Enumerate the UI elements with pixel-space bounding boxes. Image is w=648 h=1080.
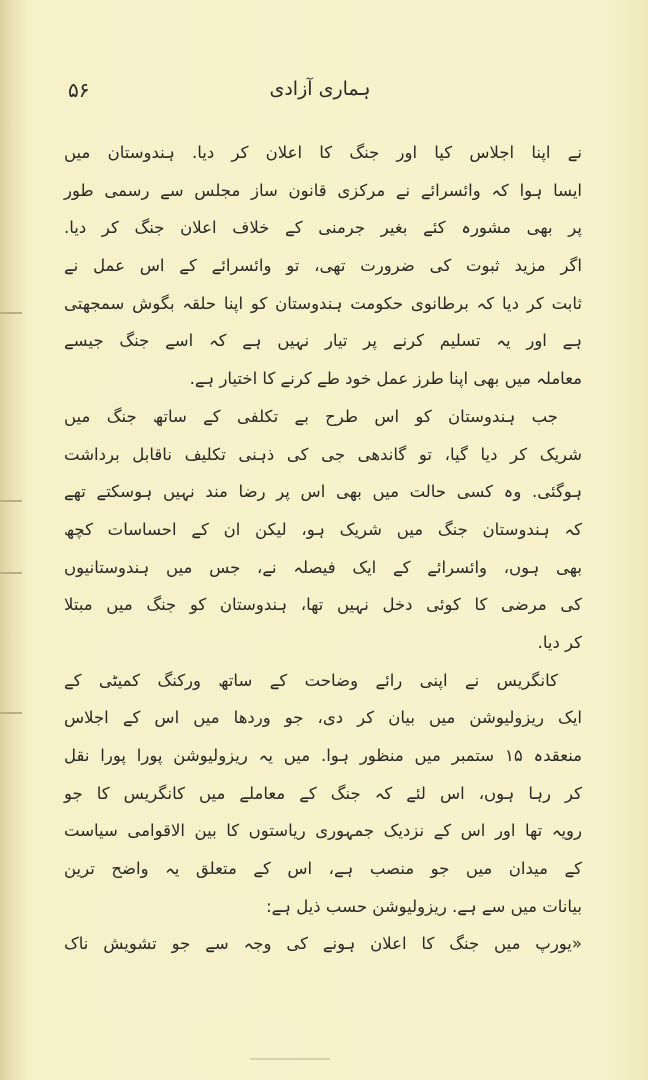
text-line: کہ ہندوستان جنگ میں شریک ہو، لیکن ان کے احساسات کچھ [64,519,582,539]
text-line: معاملہ میں بھی اپنا طرز عمل خود طے کرنے کا اختیار ہے. [189,369,582,389]
body-text [64,134,582,963]
page-binding-edge [0,0,26,1080]
text-line: ہوگئی. وہ کسی حالت میں بھی اس پر رضا مند نہیں ہوسکتے تھے [64,482,582,502]
text-line: کانگریس نے اپنی رائے وضاحت کے ساتھ ورکنگ کمیٹی کے [64,670,558,690]
text-line: کر رہا ہوں، اس لئے کہ جنگ کے معاملے میں کانگریس کا جو [64,783,582,803]
text-line: ہے اور یہ تسلیم کرنے پر تیار نہیں ہے کہ اسے جنگ جیسے [64,331,582,351]
text-line: «یورپ میں جنگ کا اعلان ہونے کی وجہ سے جو تشویش ناک [64,934,582,954]
faded-stamp-mark [250,1028,330,1060]
text-line: ایک ریزولیوشن میں بیان کر دی، جو وردھا میں اس کے اجلاس [64,708,582,728]
text-line: جب ہندوستان کو اس طرح بے تکلفی کے ساتھ جنگ میں [64,406,558,426]
page-header [60,78,580,108]
page-edge-tear [0,500,22,502]
text-line: کر دیا. [537,632,582,652]
text-line: ثابت کر دیا کہ برطانوی حکومت ہندوستان کو اپنا حلقہ بگوش سمجھتی [64,293,582,313]
text-line: رویہ تھا اور اس کے نزدیک جمہوری ریاستوں کا بین الاقوامی سیاست [64,821,582,841]
text-line: بیانات میں سے ہے. ریزولیوشن حسب ذیل ہے: [266,896,582,916]
text-line: کی مرضی کا کوئی دخل نہیں تھا، ہندوستان کو جنگ میں مبتلا [64,595,582,615]
text-line: کے میدان میں جو منصب ہے، اس کے متعلق یہ واضح ترین [64,859,582,879]
text-line: پر بھی مشورہ کئے بغیر جرمنی کے خلاف اعلان جنگ کر دیا. [64,218,582,238]
text-line: بھی ہوں، وائسرائے کے ایک فیصلہ نے، جس میں ہندوستانیوں [64,557,582,577]
page-number: ۵۶ [68,78,90,102]
text-line: ایسا ہوا کہ وائسرائے نے مرکزی قانون ساز مجلس سے رسمی طور [64,180,582,200]
page-edge-tear [0,572,22,574]
running-title: ہماری آزادی [269,78,371,100]
page-edge-tear [0,312,22,314]
text-line: اگر مزید ثبوت کی ضرورت تھی، تو وائسرائے کے اس عمل نے [64,256,582,276]
text-line: منعقدہ ۱۵ ستمبر میں منظور ہوا. میں یہ ریزولیوشن پورا پورا نقل [64,746,583,765]
page-edge-tear [0,712,22,714]
text-line: نے اپنا اجلاس کیا اور جنگ کا اعلان کر دیا. ہندوستان میں [64,143,582,162]
text-line: شریک کر دیا گیا، تو گاندھی جی کی ذہنی تکلیف ناقابل برداشت [64,444,582,464]
